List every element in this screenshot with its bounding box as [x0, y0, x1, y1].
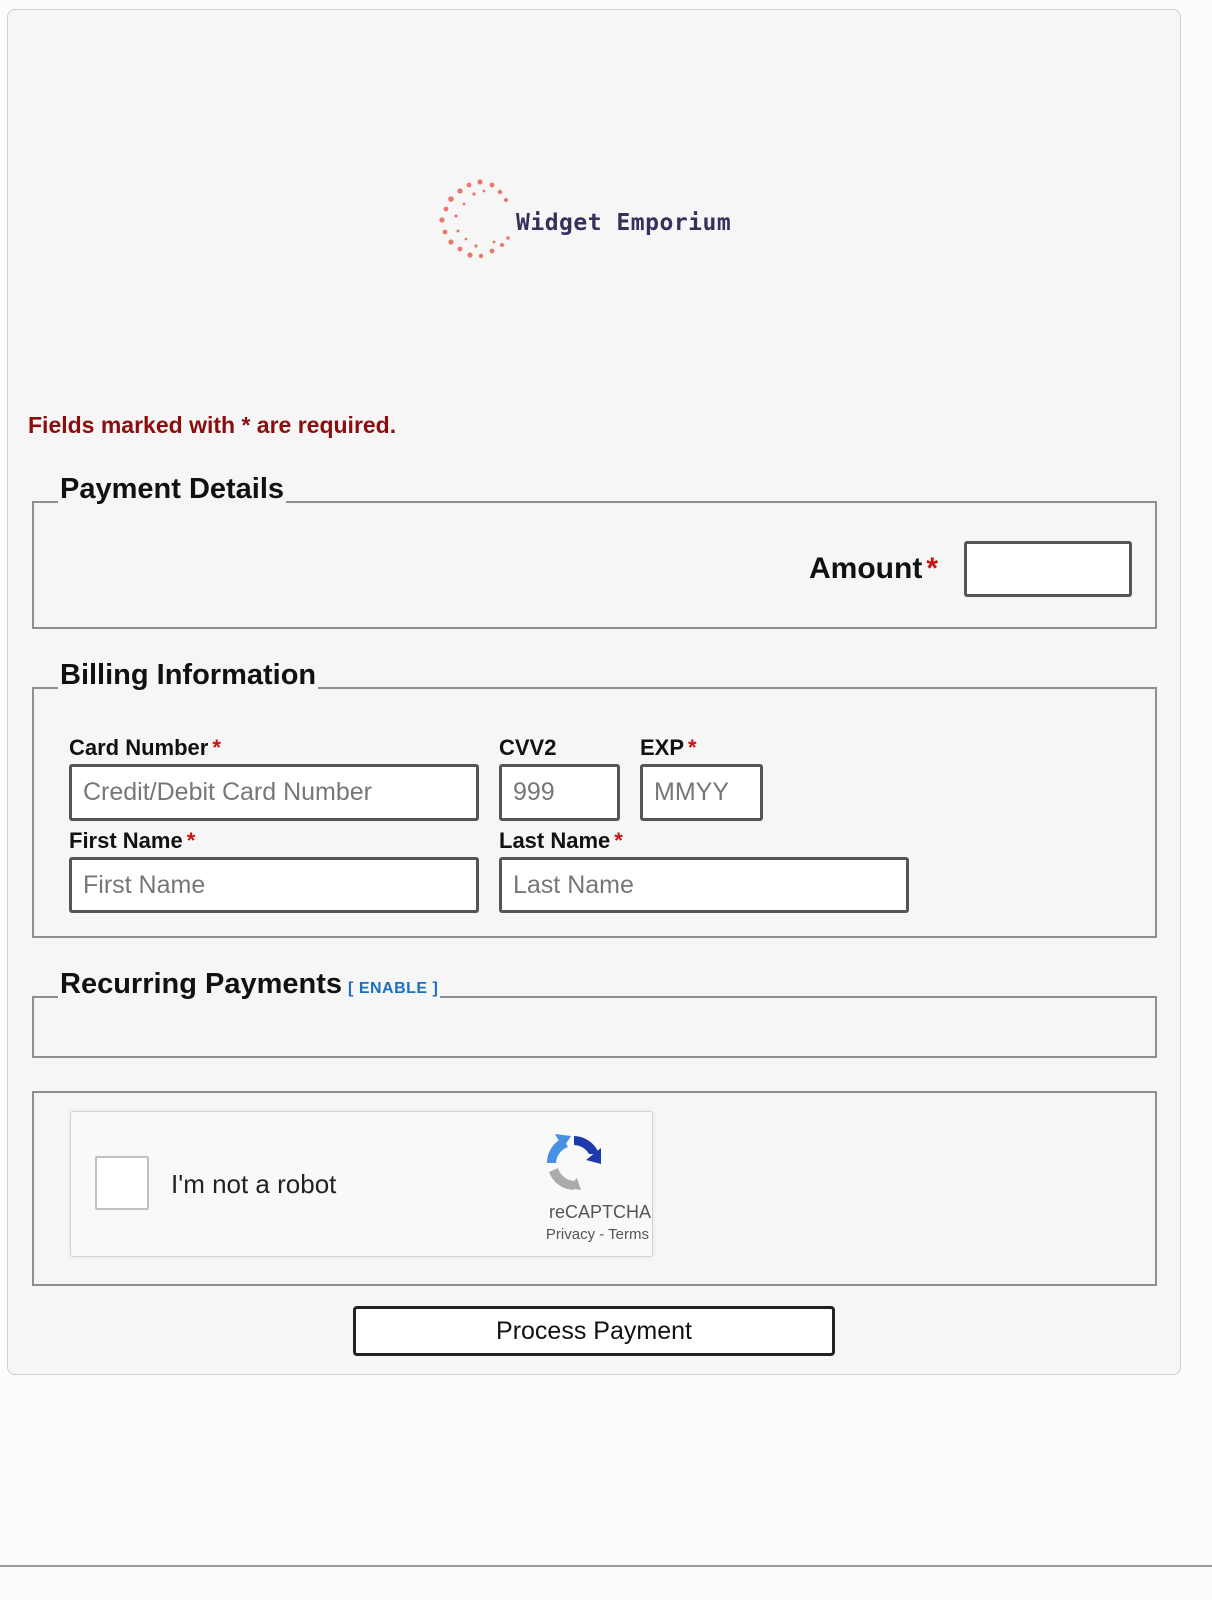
page-bottom-divider — [0, 1565, 1212, 1567]
recaptcha-label: I'm not a robot — [171, 1169, 337, 1199]
recurring-payments-section — [32, 968, 1157, 1058]
first-name-input[interactable] — [69, 857, 479, 913]
recaptcha-icon — [541, 1130, 607, 1196]
process-payment-button[interactable]: Process Payment — [353, 1306, 835, 1356]
dotted-circle-logo-icon — [436, 176, 522, 266]
brand-logo — [436, 176, 776, 266]
payment-form-panel — [7, 9, 1181, 1375]
cvv-input[interactable] — [499, 764, 620, 821]
required-star: * — [926, 552, 938, 585]
card-number-label: Card Number * — [69, 735, 221, 760]
brand-name: Widget Emporium — [516, 210, 732, 236]
captcha-section — [32, 1091, 1157, 1286]
required-star: * — [212, 735, 221, 760]
payment-details-section — [32, 473, 1157, 629]
last-name-label: Last Name * — [499, 828, 623, 853]
billing-information-legend: Billing Information — [60, 659, 317, 691]
cvv-label: CVV2 — [499, 735, 557, 760]
first-name-label: First Name * — [69, 828, 196, 853]
amount-input[interactable] — [964, 541, 1132, 597]
amount-label: Amount * — [809, 552, 938, 585]
exp-label: EXP * — [640, 735, 697, 760]
required-star: * — [186, 828, 196, 853]
last-name-input[interactable] — [499, 857, 909, 913]
recaptcha-privacy-terms-links[interactable]: Privacy - Terms — [545, 1226, 649, 1243]
enable-recurring-link[interactable]: [ ENABLE ] — [348, 980, 439, 997]
card-number-input[interactable] — [69, 764, 479, 821]
required-fields-note: Fields marked with * are required. — [28, 412, 397, 438]
required-star: * — [688, 735, 697, 760]
recaptcha-widget — [70, 1111, 653, 1257]
exp-input[interactable] — [640, 764, 763, 821]
recaptcha-brand: reCAPTCHA — [548, 1202, 651, 1222]
required-star: * — [614, 828, 623, 853]
recurring-payments-legend: Recurring Payments [ ENABLE ] — [60, 968, 439, 1000]
payment-details-legend: Payment Details — [60, 473, 285, 505]
billing-information-section — [32, 659, 1157, 938]
